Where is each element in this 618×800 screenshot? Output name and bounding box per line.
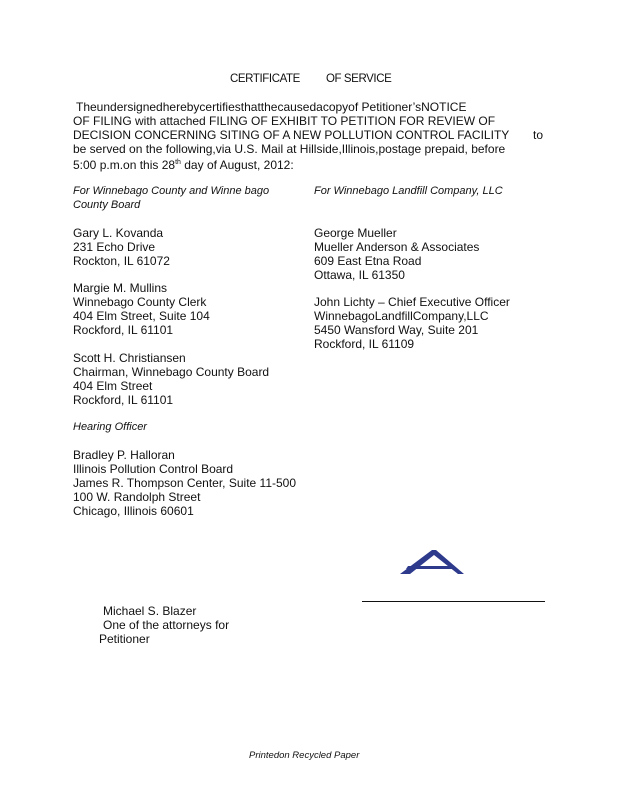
recipient-line: 404 Elm Street, Suite 104 (73, 309, 210, 323)
recipient-line: Bradley P. Halloran (73, 448, 175, 462)
recipient-line: Rockford, IL 61101 (73, 323, 174, 337)
recipient-line: 609 East Etna Road (314, 254, 422, 268)
signature-logo (398, 548, 466, 576)
document-title (230, 73, 391, 85)
date-ordinal: th (175, 159, 181, 166)
date-text: 5:00 p.m.on this 28 (73, 158, 176, 172)
paragraph-line: Theundersignedherebycertifiesthatthecausedacopyof Petitioner’sNOTICE (76, 100, 467, 114)
paragraph-to: to (533, 128, 544, 142)
recipient-line: Margie M. Mullins (73, 281, 168, 295)
recipient-line: 100 W. Randolph Street (73, 490, 201, 504)
recipient-line: Rockford, IL 61109 (314, 337, 415, 351)
recipient-line: Rockford, IL 61101 (73, 393, 174, 407)
left-heading-line: County Board (73, 199, 141, 211)
certification-paragraph (73, 100, 553, 172)
recipient-line: 231 Echo Drive (73, 240, 156, 254)
recipient-mueller (314, 226, 479, 282)
recipient-line: Chairman, Winnebago County Board (73, 365, 270, 379)
signature-role-continued: Petitioner (99, 632, 150, 646)
recipient-line: Illinois Pollution Control Board (73, 462, 234, 476)
signature-role: One of the attorneys for (103, 618, 230, 632)
left-heading-line: For Winnebago County and Winne bago (73, 185, 270, 197)
paragraph-line: OF FILING with attached FILING OF EXHIBIT TO PETITION FOR REVIEW OF (73, 114, 496, 128)
recipient-line: WinnebagoLandfillCompany,LLC (314, 309, 489, 323)
recipient-line: Chicago, Illinois 60601 (73, 504, 194, 518)
recipient-line: James R. Thompson Center, Suite 11-500 (73, 476, 297, 490)
recipient-kovanda (73, 226, 170, 268)
recipient-lichty (314, 295, 510, 351)
recipient-mullins (73, 281, 210, 337)
recipient-line: Gary L. Kovanda (73, 226, 164, 240)
paragraph-line (73, 156, 553, 172)
signature-name: Michael S. Blazer (103, 604, 197, 618)
date-text-end: day of August, 2012: (180, 158, 294, 172)
title-part-service: OF SERVICE (325, 73, 392, 85)
right-heading: For Winnebago Landfill Company, LLC (314, 185, 503, 197)
left-heading (73, 184, 269, 212)
recipient-line: John Lichty – Chief Executive Officer (314, 295, 510, 309)
footer-recycled-paper: Printedon Recycled Paper (249, 750, 360, 761)
recipient-line: Scott H. Christiansen (73, 351, 186, 365)
recipient-line: 404 Elm Street (73, 379, 153, 393)
paragraph-line: DECISION CONCERNING SITING OF A NEW POLLUTION CONTROL FACILITY (73, 128, 510, 142)
hearing-officer-heading: Hearing Officer (73, 421, 147, 433)
recipient-line: George Mueller (314, 226, 397, 240)
recipient-halloran (73, 448, 296, 518)
recipient-line: Mueller Anderson & Associates (314, 240, 480, 254)
recipient-line: 5450 Wansford Way, Suite 201 (314, 323, 479, 337)
recipient-line: Ottawa, IL 61350 (314, 268, 405, 282)
title-part-certificate: CERTIFICATE (230, 73, 300, 85)
recipient-christiansen (73, 351, 269, 407)
paragraph-line: be served on the following,via U.S. Mail at Hillside,Illinois,postage prepaid, before (73, 142, 506, 156)
recipient-line: Winnebago County Clerk (73, 295, 207, 309)
signature-line (362, 601, 545, 602)
recipient-line: Rockton, IL 61072 (73, 254, 170, 268)
